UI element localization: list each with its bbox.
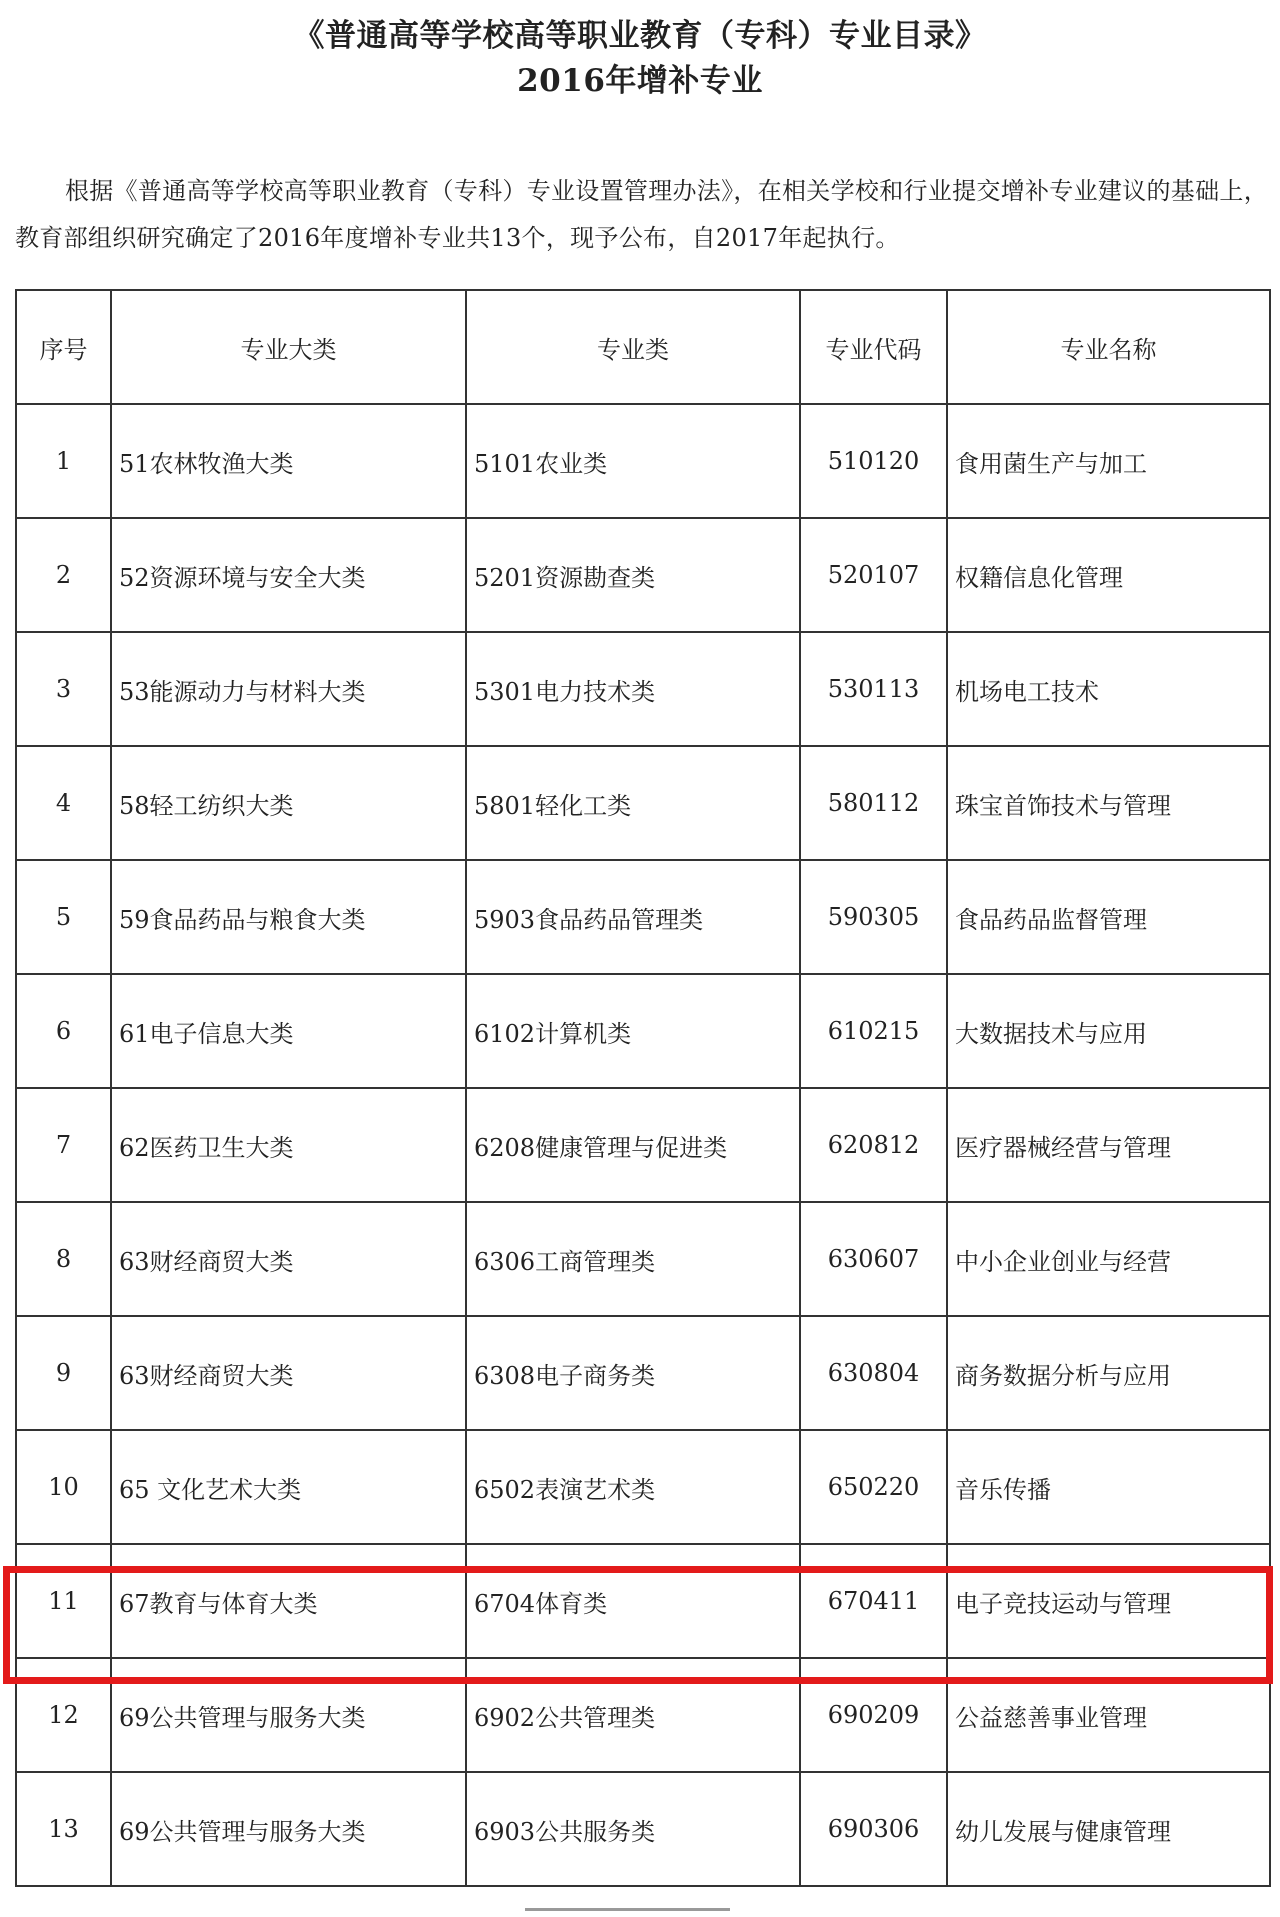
row-code: 690209 — [800, 1658, 947, 1772]
row-class: 6502表演艺术类 — [466, 1430, 800, 1544]
row-major-name: 公益慈善事业管理 — [947, 1658, 1270, 1772]
table-row — [16, 974, 1270, 1088]
row-class: 6208健康管理与促进类 — [466, 1088, 800, 1202]
row-index: 1 — [16, 404, 111, 518]
row-index: 5 — [16, 860, 111, 974]
major-table — [15, 289, 1271, 1887]
header-index: 序号 — [16, 290, 111, 404]
row-class: 6308电子商务类 — [466, 1316, 800, 1430]
intro-paragraph: 根据《普通高等学校高等职业教育（专科）专业设置管理办法》，在相关学校和行业提交增补专业建议的基础上，教育部组织研究确定了2016年度增补专业共13个，现予公布，自2017年起执行。 — [15, 177, 1268, 252]
row-index: 12 — [16, 1658, 111, 1772]
row-class: 6902公共管理类 — [466, 1658, 800, 1772]
row-code: 510120 — [800, 404, 947, 518]
row-category: 51农林牧渔大类 — [111, 404, 466, 518]
table-row — [16, 1658, 1270, 1772]
row-major-name: 中小企业创业与经营 — [947, 1202, 1270, 1316]
table-row — [16, 1088, 1270, 1202]
table-row — [16, 746, 1270, 860]
row-index: 8 — [16, 1202, 111, 1316]
header-name: 专业名称 — [947, 290, 1270, 404]
row-category: 59食品药品与粮食大类 — [111, 860, 466, 974]
row-category: 69公共管理与服务大类 — [111, 1772, 466, 1886]
row-major-name: 电子竞技运动与管理 — [947, 1544, 1270, 1658]
row-class: 5301电力技术类 — [466, 632, 800, 746]
header-category: 专业大类 — [111, 290, 466, 404]
header-class: 专业类 — [466, 290, 800, 404]
row-code: 670411 — [800, 1544, 947, 1658]
row-major-name: 食用菌生产与加工 — [947, 404, 1270, 518]
page-edge-divider — [525, 1908, 730, 1911]
row-major-name: 珠宝首饰技术与管理 — [947, 746, 1270, 860]
row-category: 63财经商贸大类 — [111, 1202, 466, 1316]
row-category: 69公共管理与服务大类 — [111, 1658, 466, 1772]
row-class: 6102计算机类 — [466, 974, 800, 1088]
row-index: 3 — [16, 632, 111, 746]
row-class: 5201资源勘查类 — [466, 518, 800, 632]
row-category: 65 文化艺术大类 — [111, 1430, 466, 1544]
row-category: 53能源动力与材料大类 — [111, 632, 466, 746]
table-row — [16, 1316, 1270, 1430]
row-major-name: 医疗器械经营与管理 — [947, 1088, 1270, 1202]
row-major-name: 机场电工技术 — [947, 632, 1270, 746]
row-code: 630804 — [800, 1316, 947, 1430]
row-category: 63财经商贸大类 — [111, 1316, 466, 1430]
row-category: 58轻工纺织大类 — [111, 746, 466, 860]
header-code: 专业代码 — [800, 290, 947, 404]
row-code: 520107 — [800, 518, 947, 632]
table-body — [16, 404, 1270, 1886]
table-row — [16, 1772, 1270, 1886]
row-major-name: 音乐传播 — [947, 1430, 1270, 1544]
row-major-name: 幼儿发展与健康管理 — [947, 1772, 1270, 1886]
row-index: 13 — [16, 1772, 111, 1886]
row-class: 6903公共服务类 — [466, 1772, 800, 1886]
document-title: 《普通高等学校高等职业教育（专科）专业目录》 — [293, 18, 987, 54]
row-class: 6704体育类 — [466, 1544, 800, 1658]
row-class: 5801轻化工类 — [466, 746, 800, 860]
table-row — [16, 632, 1270, 746]
row-major-name: 权籍信息化管理 — [947, 518, 1270, 632]
row-major-name: 商务数据分析与应用 — [947, 1316, 1270, 1430]
row-major-name: 大数据技术与应用 — [947, 974, 1270, 1088]
row-class: 5101农业类 — [466, 404, 800, 518]
table-row — [16, 1202, 1270, 1316]
row-code: 590305 — [800, 860, 947, 974]
row-code: 620812 — [800, 1088, 947, 1202]
row-code: 630607 — [800, 1202, 947, 1316]
row-code: 690306 — [800, 1772, 947, 1886]
row-index: 2 — [16, 518, 111, 632]
row-index: 11 — [16, 1544, 111, 1658]
table-row — [16, 860, 1270, 974]
row-category: 61电子信息大类 — [111, 974, 466, 1088]
row-index: 7 — [16, 1088, 111, 1202]
table-row — [16, 404, 1270, 518]
table-row — [16, 1430, 1270, 1544]
row-index: 4 — [16, 746, 111, 860]
row-category: 52资源环境与安全大类 — [111, 518, 466, 632]
row-class: 5903食品药品管理类 — [466, 860, 800, 974]
row-major-name: 食品药品监督管理 — [947, 860, 1270, 974]
row-code: 580112 — [800, 746, 947, 860]
row-code: 650220 — [800, 1430, 947, 1544]
table-row — [16, 1544, 1270, 1658]
document-subtitle: 2016年增补专业 — [517, 63, 763, 99]
row-code: 610215 — [800, 974, 947, 1088]
row-index: 6 — [16, 974, 111, 1088]
row-category: 67教育与体育大类 — [111, 1544, 466, 1658]
row-code: 530113 — [800, 632, 947, 746]
row-category: 62医药卫生大类 — [111, 1088, 466, 1202]
table-header-row — [16, 290, 1270, 404]
row-class: 6306工商管理类 — [466, 1202, 800, 1316]
row-index: 9 — [16, 1316, 111, 1430]
table-row — [16, 518, 1270, 632]
row-index: 10 — [16, 1430, 111, 1544]
